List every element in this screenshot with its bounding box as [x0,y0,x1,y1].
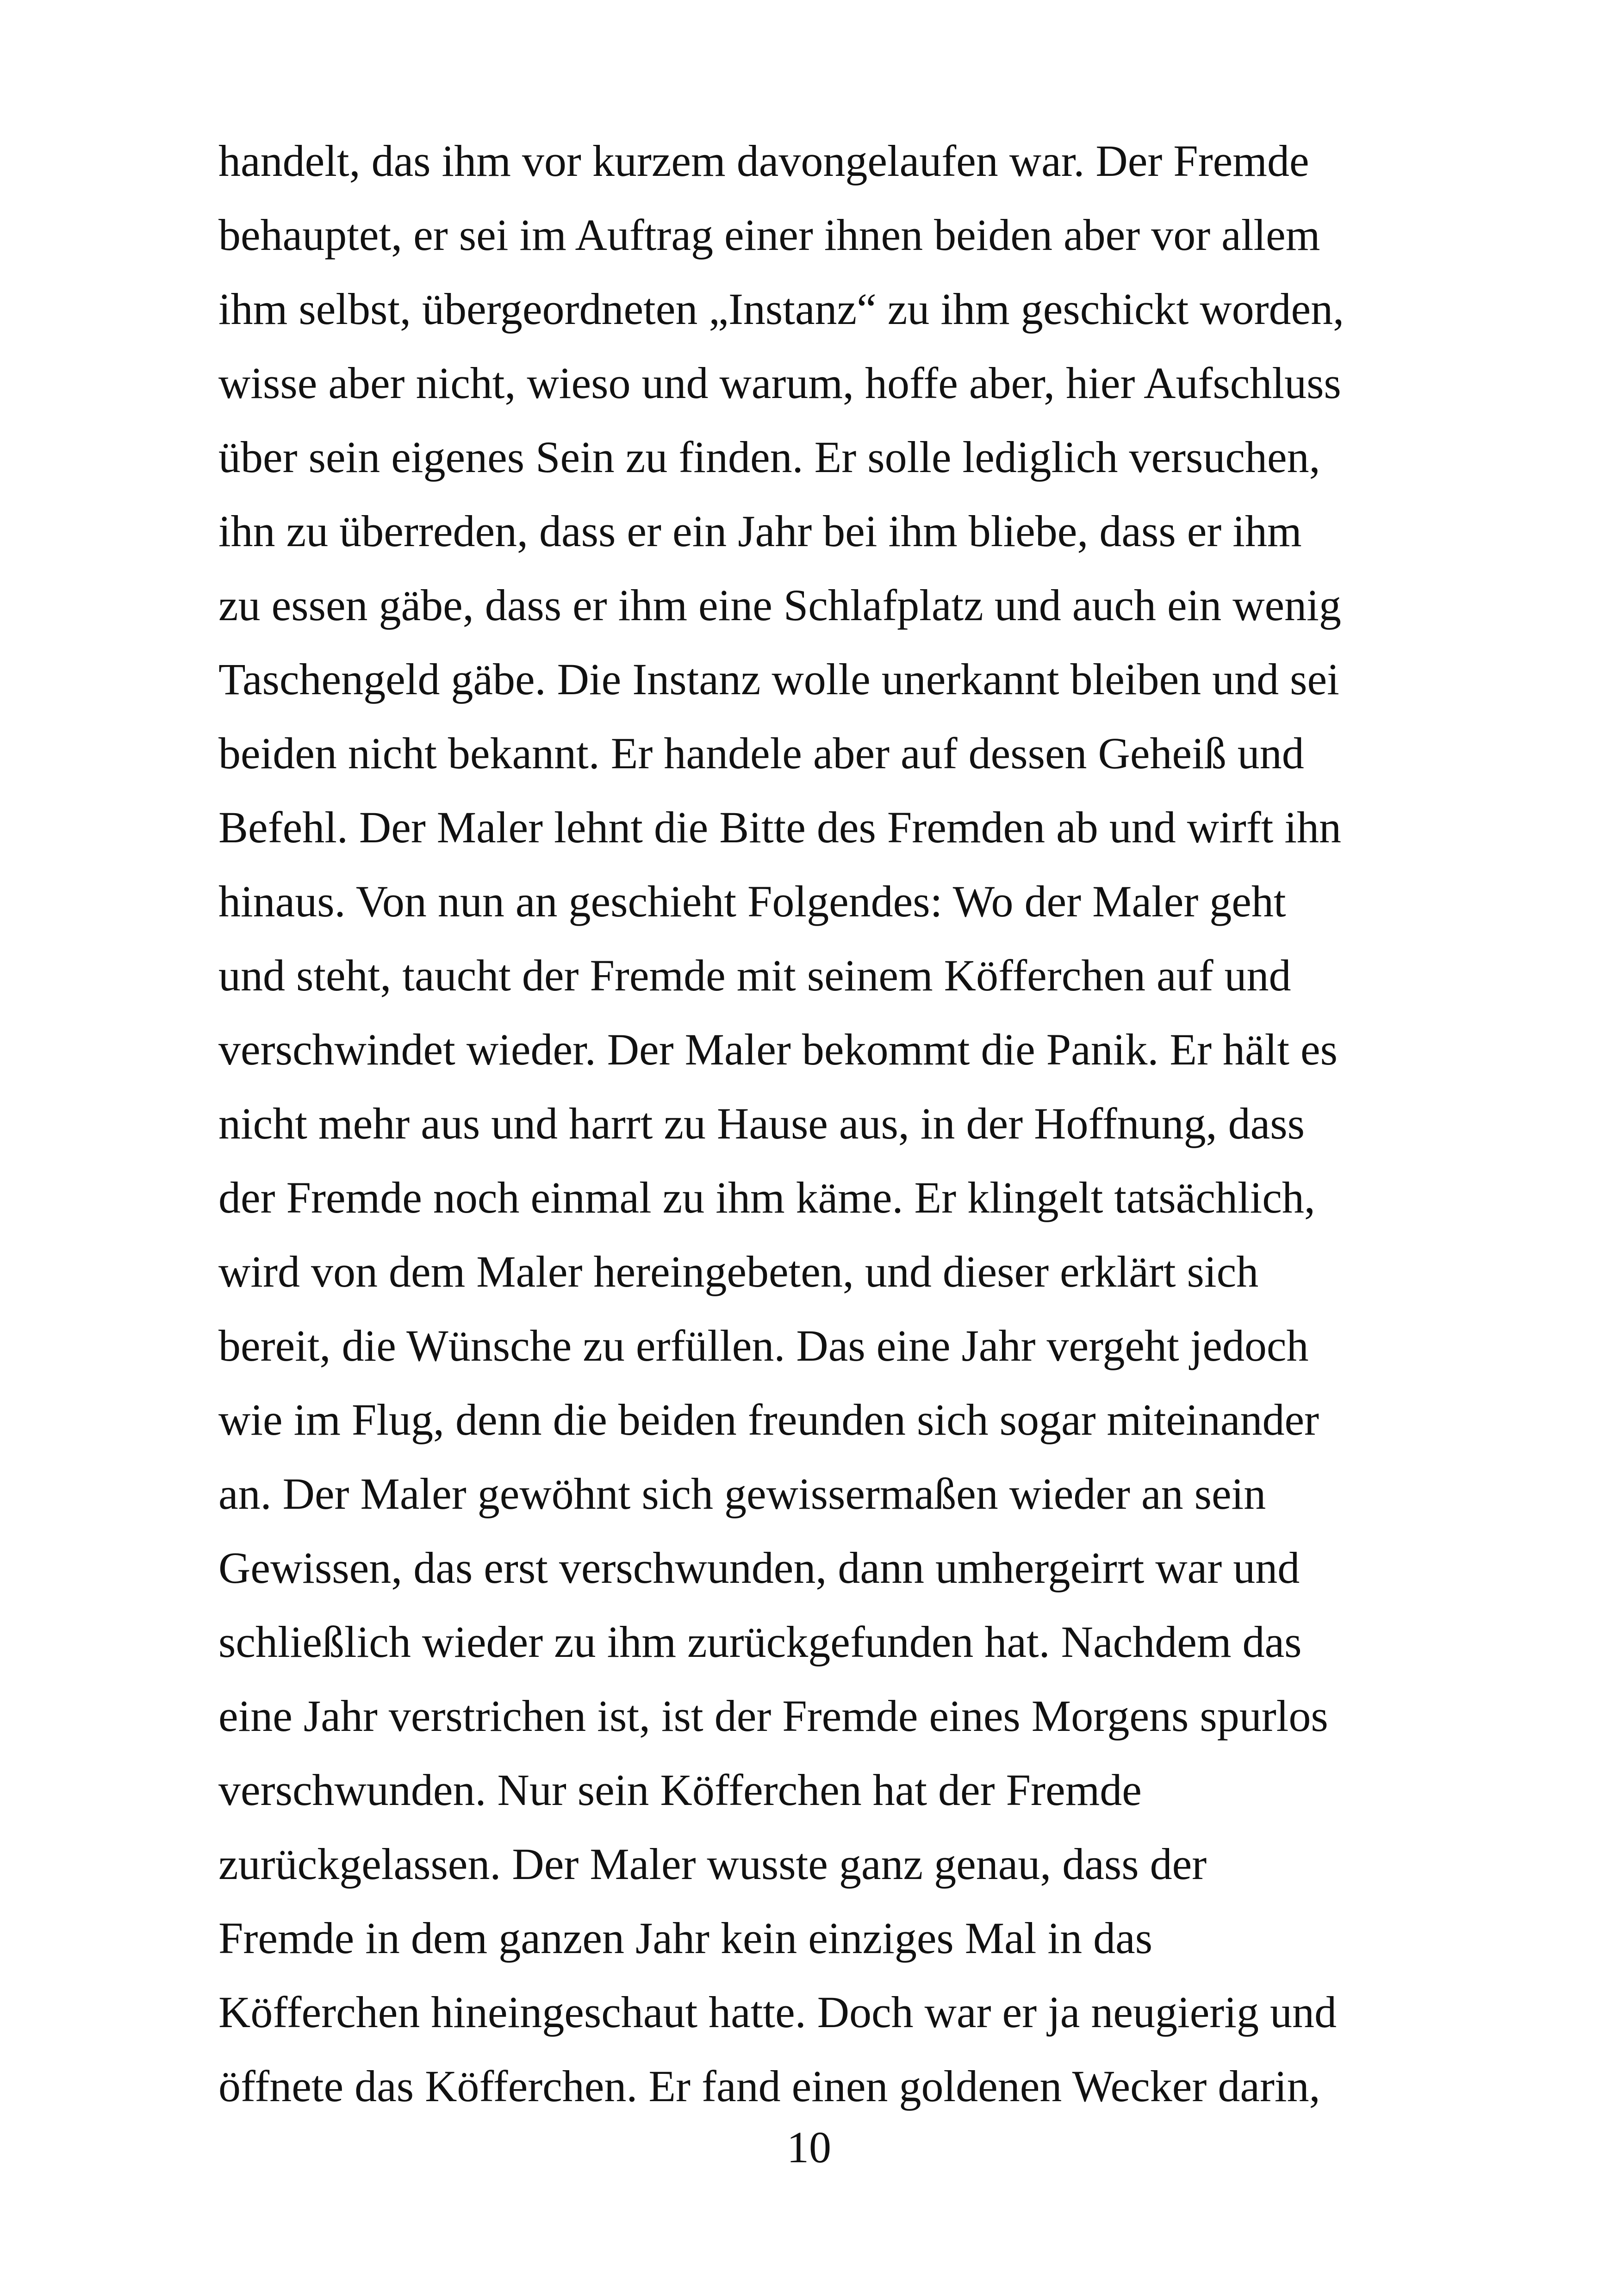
text-line: schließlich wieder zu ihm zurückgefunden hat. Nachdem das [218,1617,1302,1667]
text-line: zurückgelassen. Der Maler wusste ganz genau, dass der [218,1839,1207,1889]
text-line: der Fremde noch einmal zu ihm käme. Er klingelt tatsächlich, [218,1173,1315,1222]
text-line: Taschengeld gäbe. Die Instanz wolle unerkannt bleiben und sei [218,654,1339,704]
text-line: nicht mehr aus und harrt zu Hause aus, in der Hoffnung, dass [218,1099,1305,1148]
text-line: und steht, taucht der Fremde mit seinem Köfferchen auf und [218,951,1291,1000]
page-number: 10 [787,2122,831,2172]
text-line: Köfferchen hineingeschaut hatte. Doch war er ja neugierig und [218,1987,1337,2037]
text-line: handelt, das ihm vor kurzem davongelaufen war. Der Fremde [218,136,1309,186]
text-line: ihm selbst, übergeordneten „Instanz“ zu ihm geschickt worden, [218,284,1344,334]
text-line: beiden nicht bekannt. Er handele aber auf dessen Geheiß und [218,728,1304,778]
body-text [218,124,1422,2123]
text-line: zu essen gäbe, dass er ihm eine Schlafplatz und auch ein wenig [218,580,1341,630]
text-line: an. Der Maler gewöhnt sich gewissermaßen wieder an sein [218,1469,1266,1518]
text-line: über sein eigenes Sein zu finden. Er solle lediglich versuchen, [218,432,1320,482]
text-line: Fremde in dem ganzen Jahr kein einziges Mal in das [218,1913,1153,1963]
text-line: behauptet, er sei im Auftrag einer ihnen beiden aber vor allem [218,210,1320,260]
text-line: eine Jahr verstrichen ist, ist der Fremde eines Morgens spurlos [218,1691,1328,1741]
text-line: hinaus. Von nun an geschieht Folgendes: Wo der Maler geht [218,877,1286,926]
text-line: wird von dem Maler hereingebeten, und dieser erklärt sich [218,1247,1259,1296]
text-line: ihn zu überreden, dass er ein Jahr bei ihm bliebe, dass er ihm [218,506,1302,556]
text-line: wisse aber nicht, wieso und warum, hoffe aber, hier Aufschluss [218,358,1341,408]
text-line: verschwindet wieder. Der Maler bekommt die Panik. Er hält es [218,1025,1338,1074]
text-line: bereit, die Wünsche zu erfüllen. Das eine Jahr vergeht jedoch [218,1321,1309,1370]
text-line: wie im Flug, denn die beiden freunden sich sogar miteinander [218,1395,1319,1444]
text-line: verschwunden. Nur sein Köfferchen hat der Fremde [218,1765,1142,1815]
text-line: öffnete das Köfferchen. Er fand einen goldenen Wecker darin, [218,2061,1320,2111]
text-line: Befehl. Der Maler lehnt die Bitte des Fremden ab und wirft ihn [218,803,1342,852]
text-line: Gewissen, das erst verschwunden, dann umhergeirrt war und [218,1543,1300,1593]
